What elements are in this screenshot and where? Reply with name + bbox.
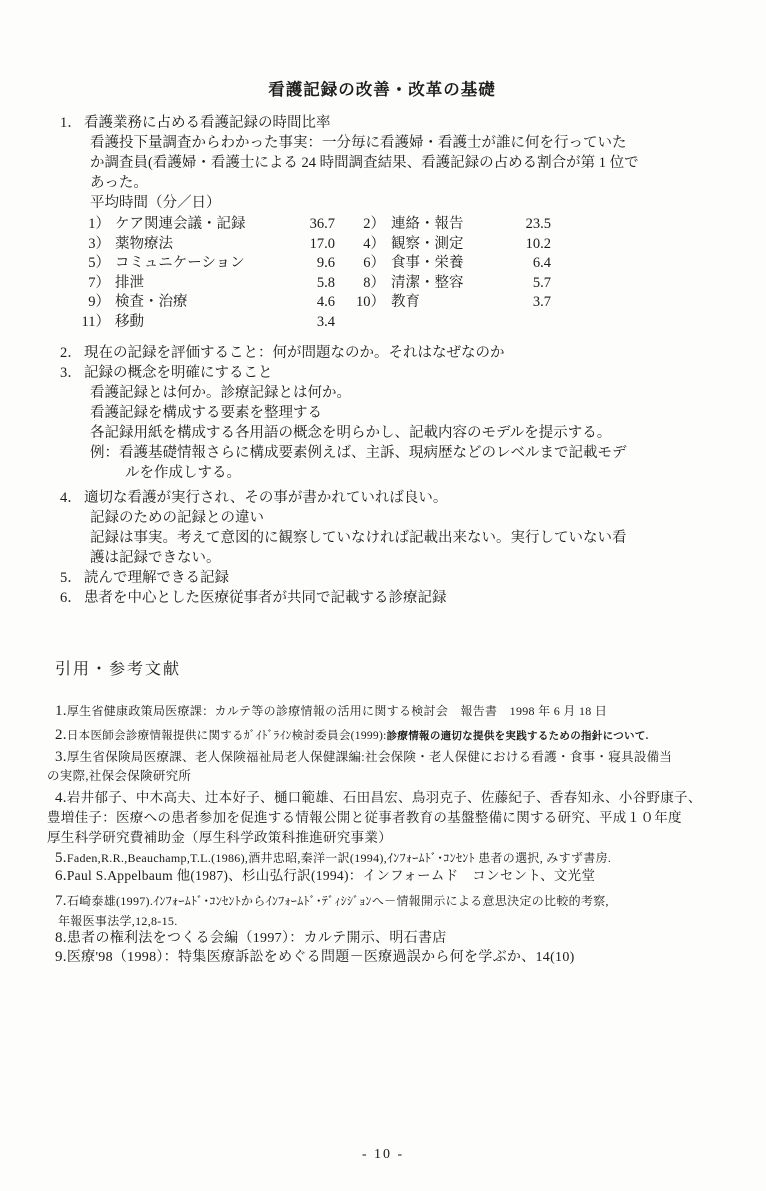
reference-text: 日本医師会診療情報提供に関するｶﾞｲﾄﾞﾗｲﾝ検討委員会(1999): (66, 730, 387, 742)
table-row (73, 215, 726, 235)
reference-text: Faden,R.R.,Beauchamp,T.L.(1986),酒井忠昭,秦洋一訳(1994),ｲﾝﾌｫｰﾑﾄﾞ･ｺﾝｾﾝﾄ 患者の選択, みすず書房. (66, 851, 612, 865)
item-number: 6） (363, 255, 385, 271)
table-row (73, 313, 726, 333)
list-item-1 (60, 113, 726, 133)
reference-text: 診療情報の適切な提供を実践するための指針について. (386, 731, 649, 742)
average-time-table (73, 215, 726, 332)
item-value: 17.0 (309, 235, 335, 252)
item-number: 10） (356, 294, 385, 310)
item-label: 連絡・報告 (391, 216, 464, 232)
reference-text: 岩井郁子、中木高夫、辻本好子、樋口範雄、石田昌宏、鳥羽克子、佐藤紀子、香春知永、小谷野康子、 (66, 790, 702, 805)
item-number: 7） (88, 274, 110, 291)
body-line: 看護投下量調査からわかった事実：一分毎に看護婦・看護士が誰に何を行っていた (90, 135, 627, 151)
list-item-number: 6． (60, 590, 82, 606)
body-line: か調査員(看護婦・看護士による 24 時間調査結果、看護記録の占める割合が第 1 位で (90, 155, 639, 171)
reference-item-3 (55, 748, 726, 767)
list-item-6 (60, 588, 726, 608)
reference-item-4 (55, 788, 726, 808)
reference-item-7 (55, 891, 726, 911)
item-value: 10.2 (525, 235, 551, 252)
item-label: 教育 (391, 294, 420, 310)
table-row (73, 293, 726, 313)
item-label: 食事・栄養 (391, 255, 464, 271)
body-line: ルを作成しする。 (125, 465, 241, 481)
body-line: 例：看護基礎情報さらに構成要素例えば、主訴、現病歴などのレベルまで記載モデ (90, 445, 627, 461)
item-value: 5.7 (532, 274, 551, 291)
list-item-number: 5． (60, 570, 82, 586)
reference-text: 石崎泰雄(1997).ｲﾝﾌｫｰﾑﾄﾞ･ｺﾝｾﾝﾄからｲﾝﾌｫｰﾑﾄﾞ･ﾃﾞｨｼｼﾞｮﾝへ－情報開示による意思決定の比較的考察, (66, 894, 609, 908)
reference-number: 5. (55, 850, 67, 866)
reference-text: 厚生省健康政策局医療課：カルテ等の診療情報の活用に関する検討会 報告書 1998 年 6 月 18 日 (66, 704, 608, 718)
item-value: 6.4 (532, 255, 551, 271)
reference-number: 6. (55, 868, 67, 884)
item-label: ケア関連会議・記録 (115, 216, 246, 232)
item-value: 3.4 (316, 313, 335, 330)
page-number: - 10 - (361, 1147, 405, 1162)
reference-number: 7. (55, 893, 67, 909)
list-item-4 (60, 488, 726, 508)
table-row (73, 254, 726, 274)
item-label: 清潔・整容 (391, 274, 464, 291)
body-line: 記録は事実。考えて意図的に観察していなければ記載出来ない。実行していない看 (90, 530, 627, 546)
list-item-number: 1． (60, 115, 82, 131)
table-row (73, 274, 726, 294)
item-value: 23.5 (525, 216, 551, 232)
body-line: 平均時間（分／日） (90, 195, 221, 211)
item-label: 検査・治療 (115, 294, 188, 310)
reference-item-8 (55, 928, 726, 949)
references-heading: 引用・参考文献 (55, 661, 182, 678)
reference-number: 2. (55, 727, 67, 743)
item-number: 1） (88, 216, 110, 232)
list-item-5 (60, 568, 726, 588)
reference-number: 4. (55, 790, 67, 806)
list-item-heading: 記録の概念を明確にすること (84, 365, 273, 381)
body-line: 護は記録できない。 (90, 550, 221, 566)
item-label: 排泄 (115, 274, 144, 291)
body-line: 各記録用紙を構成する各用語の概念を明らかし、記載内容のモデルを提示する。 (90, 425, 612, 441)
item-number: 9） (88, 294, 110, 310)
item-value: 36.7 (309, 216, 335, 232)
item-number: 11） (81, 313, 110, 330)
reference-number: 1. (55, 703, 67, 719)
item-number: 3） (88, 235, 110, 252)
reference-item-9 (55, 947, 726, 968)
table-row (73, 235, 726, 255)
body-line: あった。 (90, 175, 148, 191)
body-line: 記録のための記録との違い (90, 510, 264, 526)
reference-number: 3. (55, 749, 67, 765)
item-label: コミュニケーション (115, 255, 245, 271)
item-value: 3.7 (532, 294, 551, 310)
document-title: 看護記録の改善・改革の基礎 (268, 80, 496, 99)
reference-text: 患者の権利法をつくる会編（1997）：カルテ開示、明石書店 (66, 931, 447, 946)
list-item-heading: 読んで理解できる記録 (84, 570, 229, 586)
reference-item-5 (55, 848, 726, 868)
list-item-2 (60, 343, 726, 363)
reference-item-6 (55, 866, 726, 886)
reference-continuation: 豊増佳子：医療への患者参加を促進する情報公開と従事者教育の基盤整備に関する研究、平成１０年度 (47, 810, 682, 825)
item-value: 4.6 (316, 294, 335, 310)
body-line: 看護記録とは何か。診療記録とは何か。 (90, 385, 351, 401)
item-value: 5.8 (316, 274, 335, 291)
list-item-number: 3． (60, 365, 82, 381)
list-item-number: 4． (60, 490, 82, 506)
item-number: 2） (363, 216, 385, 232)
reference-text: Paul S.Appelbaum 他(1987)、杉山弘行訳(1994)：インフォームド コンセント、文光堂 (66, 868, 596, 883)
item-label: 薬物療法 (115, 235, 173, 252)
item-number: 4） (363, 235, 385, 252)
list-item-heading: 現在の記録を評価すること：何が問題なのか。それはなぜなのか (84, 345, 505, 361)
list-item-heading: 看護業務に占める看護記録の時間比率 (84, 115, 331, 131)
body-line: 看護記録を構成する要素を整理する (90, 405, 322, 421)
list-item-heading: 患者を中心とした医療従事者が共同で記載する診療記録 (84, 590, 447, 606)
list-item-number: 2． (60, 345, 82, 361)
reference-continuation: 厚生科学研究費補助金（厚生科学政策科推進研究事業） (47, 830, 392, 845)
item-label: 観察・測定 (391, 235, 464, 252)
item-label: 移動 (115, 313, 144, 330)
item-number: 5） (88, 255, 110, 271)
reference-text: 厚生省保険局医療課、老人保険福祉局老人保健課編:社会保険・老人保健における看護・食事・寝具設備当 (66, 750, 673, 764)
list-item-heading: 適切な看護が実行され、その事が書かれていれば良い。 (84, 490, 448, 506)
reference-text: 医療'98（1998）：特集医療訴訟をめぐる問題－医療過誤から何を学ぶか、14(10) (66, 950, 575, 965)
item-number: 8） (363, 274, 385, 291)
reference-number: 8. (55, 930, 67, 946)
reference-number: 9. (55, 949, 67, 965)
reference-item-1 (55, 701, 726, 721)
item-value: 9.6 (316, 255, 335, 271)
reference-continuation: 年報医事法学,12,8-15. (58, 914, 178, 928)
reference-continuation: の実際,社保会保険研究所 (47, 769, 192, 783)
list-item-3 (60, 363, 726, 383)
reference-item-2 (55, 725, 726, 747)
